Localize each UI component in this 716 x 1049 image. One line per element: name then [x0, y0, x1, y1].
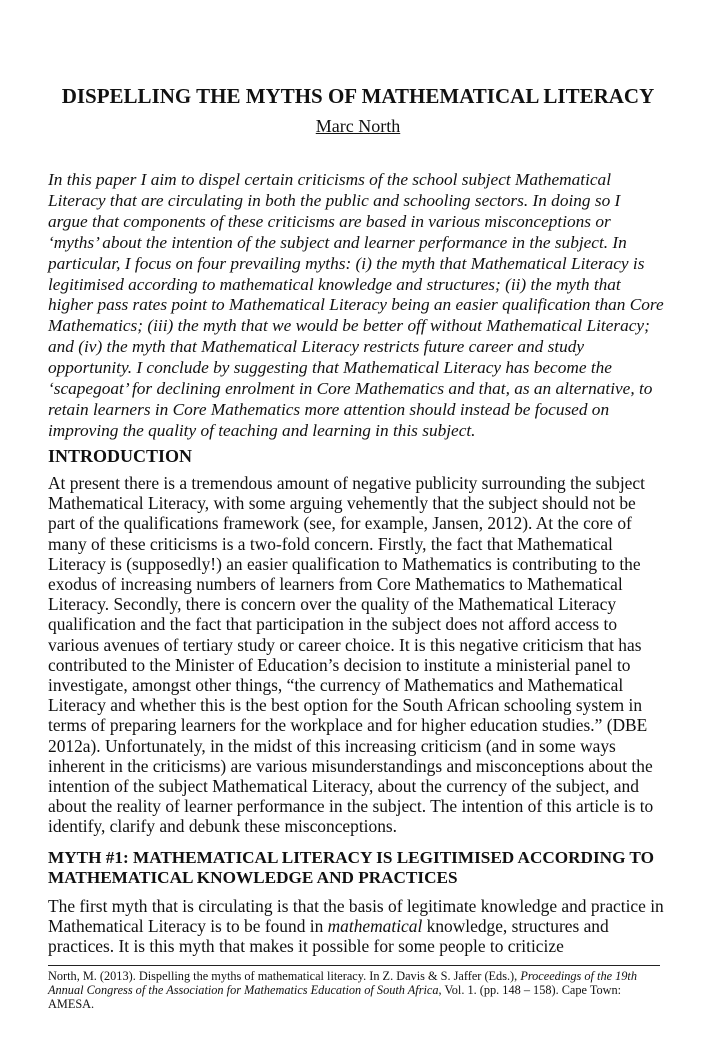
paper-title: DISPELLING THE MYTHS OF MATHEMATICAL LITERACY	[61, 84, 655, 108]
myth-1-text-end: knowledge, structures and practices. It is this myth that makes it possible for some people to criticize	[48, 916, 609, 957]
section-heading-myth-1: MYTH #1: MATHEMATICAL LITERACY IS LEGITIMISED ACCORDING TO MATHEMATICAL KNOWLEDGE AND PRACTICES	[48, 848, 654, 887]
abstract: In this paper I aim to dispel certain criticisms of the school subject Mathematical Literacy that are circulating in both the public and schooling sectors. In doing so I argue that components of these criticisms are based in various misconceptions or ‘myths’ about the intention of the subject and learner performance in the subject. In particular, I focus on four prevailing myths: (i) the myth that Mathematical Literacy is legitimised according to mathematical knowledge and structures; (ii) the myth that higher pass rates point to Mathematical Literacy being an easier qualification than Core Mathematics; (iii) the myth that we would be better off without Mathematical Literacy; and (iv) the myth that Mathematical Literacy restricts future career and study opportunity. I conclude by suggesting that Mathematical Literacy has become the ‘scapegoat’ for declining enrolment in Core Mathematics and that, as an alternative, to retain learners in Core Mathematics more attention should instead be focused on improving the quality of teaching and learning in this subject.	[48, 170, 664, 440]
citation-text-end: , Vol. 1. (pp. 148 – 158). Cape Town: AMESA.	[48, 983, 622, 1011]
citation-proceedings-title: Proceedings of the 19th Annual Congress of the Association for Mathematics Education of South Africa	[48, 969, 637, 997]
myth-1-text-start: The first myth that is circulating is that the basis of legitimate knowledge and practice in Mathematical Literacy is to be found in	[48, 896, 664, 937]
section-heading-introduction: INTRODUCTION	[48, 446, 193, 466]
footnote-citation	[48, 969, 668, 1011]
footnote-divider	[48, 965, 660, 966]
author-name	[0, 116, 716, 137]
introduction-paragraph: At present there is a tremendous amount of negative publicity surrounding the subject Mathematical Literacy, with some arguing vehemently that the subject should not be part of the qualifications framework (see, for example, Jansen, 2012). At the core of many of these criticisms is a two-fold concern. Firstly, the fact that Mathematical Literacy is (supposedly!) an easier qualification to Mathematics is contributing to the exodus of increasing numbers of learners from Core Mathematics to Mathematical Literacy. Secondly, there is concern over the quality of the Mathematical Literacy qualification and the fact that participation in the subject does not afford access to various avenues of tertiary study or career choice. It is this negative criticism that has contributed to the Minister of Education’s decision to institute a ministerial panel to investigate, amongst other things, “the currency of Mathematics and Mathematical Literacy and whether this is the best option for the South African schooling system in terms of preparing learners for the workplace and for higher education studies.” (DBE 2012a). Unfortunately, in the midst of this increasing criticism (and in some ways inherent in the criticisms) are various misunderstandings and misconceptions about the intention of the subject Mathematical Literacy, about the currency of the subject, and about the reality of learner performance in the subject. The intention of this article is to identify, clarify and debunk these misconceptions.	[48, 473, 654, 837]
author-name-text: Marc North	[315, 116, 401, 136]
myth-1-paragraph	[48, 896, 666, 957]
myth-1-emphasis: mathematical	[327, 916, 423, 937]
citation-text-start: North, M. (2013). Dispelling the myths of mathematical literacy. In Z. Davis & S. Jaffer (Eds.),	[48, 969, 521, 983]
